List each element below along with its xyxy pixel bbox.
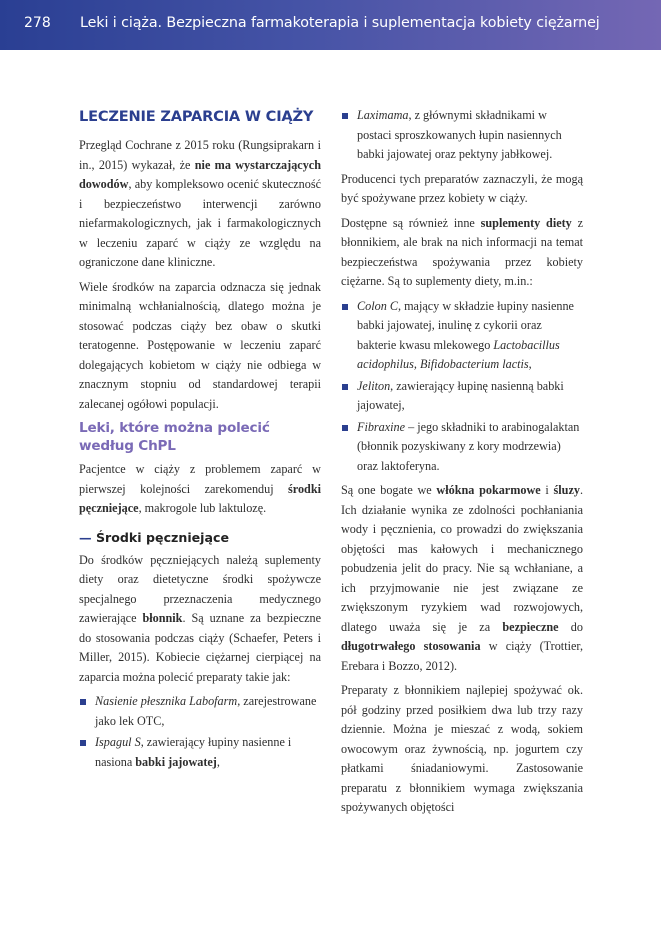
bullet-square-icon [342,425,348,431]
bullet-square-icon [342,384,348,390]
bold-text: babki jajowatej [135,754,217,769]
list-item [79,733,321,772]
bullet-list [341,106,583,165]
text: , mający w składzie łupiny nasienne babki jajowatej, inulinę z cykorii oraz bakterie kwasu mlekowego [357,298,574,352]
text: , [216,754,220,769]
list-item [341,377,583,416]
dash-mark: — [79,529,92,545]
section-heading: LECZENIE ZAPARCIA W CIĄŻY [79,108,314,125]
list-item [341,297,583,375]
text: , z głównymi składnikami w postaci sproszkowanych łupin nasiennych babki jajowatej oraz pektyny jabłkowej. [357,108,562,161]
product-name: Nasienie płesznika Labofarm [95,694,238,708]
text: i [540,483,554,497]
subsection-heading [79,529,321,547]
bullet-list [341,297,583,477]
right-column [341,106,583,823]
bullet-list [79,692,321,772]
paragraph [79,136,321,273]
text: , makrogole lub laktulozę. [138,501,267,515]
page-number: 278 [24,15,51,31]
bacteria-names: Lactobacillus acidophilus, Bifidobacterium lactis [357,337,560,371]
paragraph [341,214,583,292]
list-item [341,418,583,477]
left-column [79,106,321,777]
text: Przegląd Cochrane z 2015 roku (Rungsiprakarn i in., 2015) wykazał, że [79,138,321,172]
paragraph: Wiele środków na zaparcia odznacza się jednak minimalną wchłanialnością, dlatego można je stosować podczas ciąży bez obaw o skutki teratogenne. Postępowanie w leczeniu zaparć dolegających kobietom w ciąży nie odbiega w znacznym stopniu od standardowej terapii zalecanej ogółowi populacji. [79,279,321,411]
bullet-square-icon [342,304,348,310]
text: Do środków pęczniejących należą suplementy diety oraz dietetyczne środki spożywcze specjalnego przeznaczenia medycznego zawierające [79,552,321,625]
bullet-square-icon [80,740,86,746]
bold-text: środki pęczniejące [79,481,321,515]
running-title: Leki i ciąża. Bezpieczna farmakoterapia i suplementacja kobiety ciężarnej [80,15,600,31]
text: do [558,619,583,634]
text: , zarejestrowane jako lek OTC, [95,694,317,728]
text: , zawierający łupinę nasienną babki jajowatej, [357,378,564,412]
text: Dostępne są również inne [341,215,481,230]
bold-text: śluzy [553,483,580,497]
bold-text: nie ma wystarczających dowodów [79,157,321,191]
product-name: Ispagul S [95,735,141,749]
text: Pacjentce w ciąży z problemem zaparć w pierwszej kolejności zarekomenduj [79,462,321,496]
product-name: Jeliton [357,378,391,393]
text: – jego składniki to arabinogalaktan (błonnik pozyskiwany z kory modrzewia) oraz laktoferyna. [357,419,580,473]
bold-text: długotrwałego stosowania [341,639,481,653]
paragraph [341,481,583,676]
list-item [341,106,583,165]
text: w ciąży (Trottier, Erebara i Bozzo, 2012). [341,639,583,673]
bold-text: bezpieczne [502,619,559,634]
bullet-square-icon [80,699,86,705]
text: . Są uznane za bezpieczne do stosowania podczas ciąży (Schaefer, Peters i Miller, 2015). Kobiecie ciężarnej cierpiącej na zaparcia można polecić preparaty takie jak: [79,611,322,684]
product-name: Fibraxine [357,419,406,434]
list-item [79,692,321,731]
subheading: Leki, które można polecić według ChPL [79,420,270,454]
product-name: Laximama [357,108,409,122]
paragraph: Producenci tych preparatów zaznaczyli, że mogą być spożywane przez kobiety w ciąży. [341,171,583,205]
subsection-title: Środki pęczniejące [95,529,230,545]
text: Są one bogate we [341,483,437,497]
product-name: Colon C [357,298,398,313]
paragraph [79,460,321,519]
paragraph: Preparaty z błonnikiem najlepiej spożywać ok. pół godziny przed posiłkiem dwa lub trzy razy dziennie. Można je mieszać z wodą, sokiem owocowym oraz żywnością, np. jogurtem czy płatkami śniadaniowymi. Zastosowanie preparatu z błonnikiem wymaga zwiększania spożywanych objętości [341,683,583,814]
text: , [528,357,532,371]
text: , zawierający łupiny nasienne i nasiona [95,735,292,769]
text: z błonnikiem, ale brak na nich informacji na temat bezpieczeństwa spożywania przez kobiety ciężarne. Są to suplementy diety, m.in.: [341,215,583,288]
text: , aby kompleksowo ocenić skuteczność i bezpieczeństwo interwencji zarówno niefarmakologicznych, jak i farmakologicznych w leczeniu zaparć w ciąży ze względu na ograniczone dane kliniczne. [79,177,321,269]
bullet-square-icon [342,113,348,119]
bold-text: włókna pokarmowe [436,483,541,497]
paragraph [79,551,321,688]
bold-text: błonnik [142,611,183,625]
running-header [0,0,661,50]
text: . Ich działanie wynika ze zdolności pochłaniania wody i pęcznienia, co prowadzi do zwiększania objętości mas kałowych i mechanicznego pobudzenia jelit do pracy. Nie są wchłaniane, a ich przyjmowanie nie jest związane ze zwiększonym ryzykiem wad rozwojowych, dlatego uważa się je za [341,483,584,634]
bold-text: suplementy diety [480,215,572,230]
